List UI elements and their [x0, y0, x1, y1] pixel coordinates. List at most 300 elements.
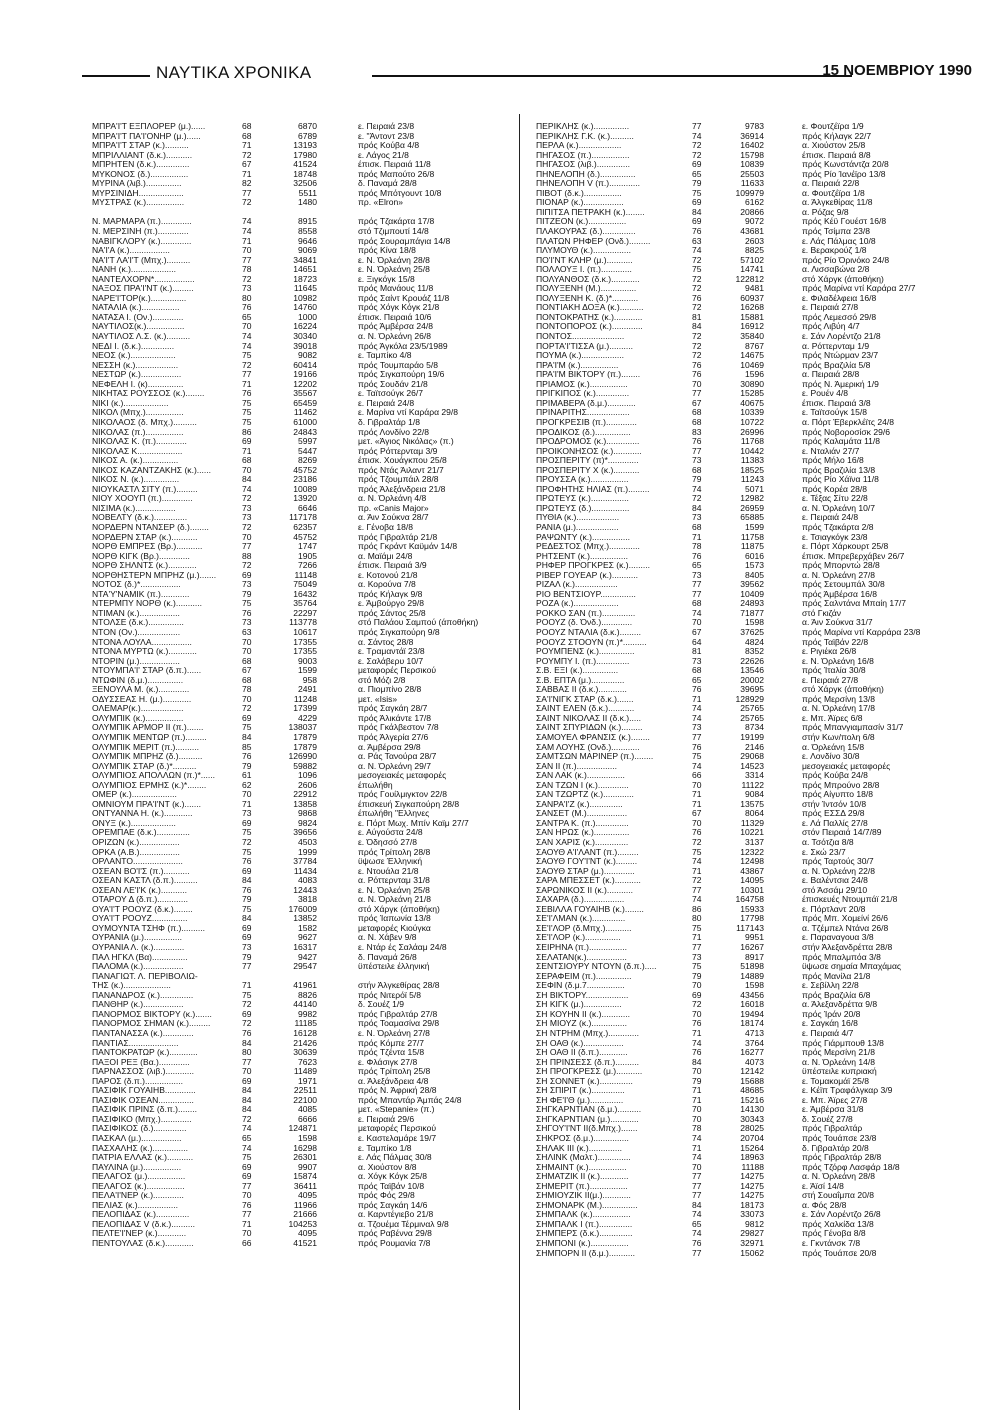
position-note: ε. Παραναγουα 3/8: [802, 933, 874, 943]
position-note: α. Άμβέρσα 29/8: [358, 742, 421, 752]
gross-tonnage: 19494: [740, 1009, 764, 1019]
ship-name: ΠΡΟΙΚΟΝΗΣΟΣ (κ.)............: [536, 446, 642, 456]
built-year: 75: [242, 408, 252, 418]
gross-tonnage: 4824: [744, 637, 764, 647]
position-note: μεταφορές Περσικού: [358, 1124, 437, 1134]
position-note: πρός Γκράντ Καϋμάν 14/8: [358, 542, 458, 552]
ship-entry-row: [92, 485, 512, 495]
position-note: πρός Τζέντα 15/8: [358, 1048, 425, 1058]
position-note: ε. Σεβίλλη 22/8: [802, 981, 859, 991]
built-year: 77: [692, 885, 702, 895]
ship-name: ΣΑΟΥΘ Α'Ι'ΛΑΝΤ (π.).........: [536, 847, 639, 857]
gross-tonnage: 15264: [740, 1143, 764, 1153]
ship-name: ΠΑΣΙΦΙΚΟΣ (δ.)..............: [92, 1124, 187, 1134]
built-year: 74: [692, 895, 702, 905]
gross-tonnage: 11148: [294, 570, 317, 580]
gross-tonnage: 21666: [293, 1210, 317, 1220]
ship-name: ΣΗΜΙΟΥΖΙΚ ΙΙ(μ.)............: [536, 1191, 631, 1201]
built-year: 71: [692, 1086, 702, 1096]
ship-entry-row: [92, 905, 512, 915]
ship-entry-row: [536, 494, 991, 504]
built-year: 76: [692, 828, 702, 838]
ship-entry-row: [92, 447, 512, 457]
position-note: α. Τζέμπελ Ντάνα 26/8: [802, 923, 889, 933]
position-note: πρός Νιτερόϊ 5/8: [358, 990, 422, 1000]
gross-tonnage: 43456: [740, 990, 764, 1000]
built-year: 74: [692, 246, 702, 256]
ship-entry-row: [92, 723, 512, 733]
position-note: ε. Φουτζέϊρα 1/9: [802, 122, 864, 131]
gross-tonnage: 39656: [293, 828, 317, 838]
ship-name: ΠΗΝΕΛΟΠΗ (δ.)...............: [536, 169, 636, 179]
built-year: 76: [242, 608, 252, 618]
built-year: 69: [242, 1162, 252, 1172]
built-year: 70: [242, 790, 252, 800]
built-year: 77: [242, 542, 252, 552]
position-note: μετ. «Stepanie» (π.): [358, 1105, 435, 1115]
built-year: 68: [242, 122, 252, 131]
ship-entry-row: [92, 781, 512, 791]
ship-entry-row: [536, 809, 991, 819]
ship-name: ΠΗΝΕΛΟΠΗ V (π.).............: [536, 179, 641, 189]
ship-entry-row: [536, 1067, 991, 1077]
position-note: ε. Μαρίνα ντί Καράρα 29/8: [358, 408, 459, 418]
ship-entry-row: [92, 523, 512, 533]
built-year: 71: [242, 799, 252, 809]
ship-entry-row: [536, 1019, 991, 1029]
ship-name: ΠΟΝΤΟΚΡΑΤΗΣ (κ.)............: [536, 312, 643, 322]
built-year: 68: [692, 465, 702, 475]
ship-entry-row: [536, 466, 991, 476]
ship-name: Σ.Β. ΕΠΤΑ (μ.)..............: [536, 675, 625, 685]
ship-entry-row: [536, 1172, 991, 1182]
gross-tonnage: 3314: [744, 771, 764, 781]
position-note: πρός Γιβραλτάρ: [802, 1124, 863, 1134]
built-year: 73: [692, 456, 702, 466]
ship-name: ΣΗΜΠΕΡΣ (δ.κ.)..............: [536, 1229, 633, 1239]
position-note: ε. Μπ. Άϊρες 6/8: [802, 713, 863, 723]
position-note: α. Άιν Σούκνα 28/7: [358, 513, 429, 523]
built-year: 79: [242, 761, 252, 771]
ship-entry-row: [536, 237, 991, 247]
gross-tonnage: 11383: [740, 456, 764, 466]
position-note: στό Παλάου Σαμπού (άποθήκη): [358, 618, 479, 628]
ship-entry-row: [536, 590, 991, 600]
gross-tonnage: 17355: [293, 647, 317, 657]
ship-entry-row: [92, 914, 512, 924]
built-year: 74: [242, 227, 252, 237]
ship-entry-row: [536, 313, 991, 323]
built-year: 69: [692, 198, 702, 208]
ship-entry-row: [92, 953, 512, 963]
position-note: πρός Σουραμπάγια 14/8: [358, 236, 451, 246]
position-note: ε. Πειραιά 4/7: [802, 1028, 854, 1038]
position-note: πρός Βραζιλία 5/8: [802, 360, 871, 370]
gross-tonnage: 19166: [293, 370, 317, 380]
built-year: 84: [692, 503, 702, 513]
gross-tonnage: 39695: [740, 685, 764, 695]
ship-name: ΣΕ'Ι'ΛΟΡ (δ.Μπχ.)...........: [536, 923, 632, 933]
ship-entry-row: [536, 1153, 991, 1163]
built-year: 75: [242, 723, 252, 733]
gross-tonnage: 26996: [740, 427, 764, 437]
position-note: πρός Άλικάντε 17/8: [358, 713, 431, 723]
ship-entry-row: [536, 933, 991, 943]
ship-name: ΠΙΠΙΤΣΑ ΠΕΤΡΑΚΗ (κ.)........: [536, 207, 645, 217]
ship-entry-row: [536, 160, 991, 170]
ship-entry-row: [536, 227, 991, 237]
ship-name: ΠΑΞΟΙ ΡΕΞ (Βα.).............: [92, 1057, 190, 1067]
built-year: 75: [692, 962, 702, 972]
column-divider: [519, 114, 520, 1410]
built-year: 68: [242, 656, 252, 666]
ship-entry-row: [536, 294, 991, 304]
position-note: ε. Σαγκάη 16/8: [802, 1019, 858, 1029]
gross-tonnage: 41524: [293, 160, 317, 170]
ship-entry-row: [536, 132, 991, 142]
built-year: 84: [242, 876, 252, 886]
built-year: 75: [692, 923, 702, 933]
ship-name: ΡΟΟΥΖ (δ. Όνδ.).............: [536, 618, 633, 628]
ship-name: ΝΟΡΘ ΚΙΓΚ (Βρ.).............: [92, 551, 190, 561]
gross-tonnage: 37784: [293, 857, 317, 867]
ship-entry-row: [92, 475, 512, 485]
ship-name: ΠΗΓΑΣΟΣ (π.)................: [536, 150, 630, 160]
position-note: πρός Μπρούνο 28/8: [802, 780, 880, 790]
gross-tonnage: 18963: [740, 1153, 764, 1163]
ship-entry-row: [536, 1086, 991, 1096]
gross-tonnage: 25765: [740, 704, 764, 714]
ship-name: ΣΗΜΟΝΑΡΚ (Μ.)...............: [536, 1200, 638, 1210]
ship-name: ΟΛΕΜΑΡ(κ.)..................: [92, 704, 184, 714]
gross-tonnage: 3137: [744, 838, 764, 848]
position-note: πρός Σαλντάνα Μπαίη 17/7: [802, 599, 907, 609]
built-year: 66: [692, 771, 702, 781]
publication-title: ΝΑΥΤΙΚΑ ΧΡΟΝΙΚΑ: [156, 63, 312, 82]
ship-entry-row: [92, 1115, 512, 1125]
position-note: μεσογειακές μεταφορές: [358, 771, 447, 781]
built-year: 68: [692, 522, 702, 532]
gross-tonnage: 41961: [293, 981, 317, 991]
ship-entry-row: [536, 1048, 991, 1058]
ship-entry-row: [536, 1077, 991, 1087]
built-year: 67: [692, 398, 702, 408]
position-note: α. Ρόττερνταμ 1/9: [802, 341, 870, 351]
position-note: δ. Σουέζ 1/9: [358, 1000, 405, 1010]
position-note: πρός Μανίλα 21/8: [802, 971, 871, 981]
ship-name: ΠΡΟΣΠΕΡΙΤΥ Χ (κ.)...........: [536, 465, 640, 475]
ship-name: ΝΙΚΟΣ ΚΑΖΑΝΤΖΑΚΗΣ (κ.)......: [92, 465, 212, 475]
built-year: 77: [242, 1181, 252, 1191]
ship-name: ΡΟΥΜΠΥ Ι. (π.)..............: [536, 656, 630, 666]
built-year: 71: [242, 169, 252, 179]
ship-name: ΝΑ'Ι'Α (κ.).................: [92, 246, 170, 256]
ship-entry-row: [92, 733, 512, 743]
gross-tonnage: 12322: [740, 847, 764, 857]
built-year: 84: [692, 1200, 702, 1210]
position-note: α. Ν. Όρλεάνη 21/8: [358, 895, 431, 905]
ship-name: ΝΕΟΣ (κ.)...................: [92, 351, 176, 361]
position-note: πρός Σάντος 25/8: [358, 608, 426, 618]
ship-name: ΣΑΝ ΗΡΩΣ (κ.)...............: [536, 828, 630, 838]
ship-name: ΝΑΒΙΓΚΛΟΡΥ (κ.).............: [92, 236, 192, 246]
gross-tonnage: 164758: [735, 895, 764, 905]
gross-tonnage: 17798: [740, 914, 764, 924]
ship-name: ΠΡΟΦΗΤΗΣ ΗΛΙΑΣ (π.).........: [536, 484, 650, 494]
gross-tonnage: 10469: [740, 360, 764, 370]
built-year: 77: [692, 580, 702, 590]
ship-name: ΠΑΝΑΝΔΡΟΣ (κ.)..............: [92, 990, 194, 1000]
ship-name: ΣΕΦΙΝ (δ.μ.7................: [536, 981, 625, 991]
built-year: 65: [692, 169, 702, 179]
ship-name: ΠΟΛΛΟΥΞ Ι. (π.).............: [536, 265, 632, 275]
ship-name: ΠΕΛΙΑΣ (κ.).................: [92, 1200, 179, 1210]
position-note: α. Ν. Όρλεάνη 17/8: [802, 704, 875, 714]
position-note: έπισκ. Μπρεβερχάβεν 26/7: [802, 551, 905, 561]
gross-tonnage: 9783: [744, 122, 764, 131]
ship-entry-row: [536, 542, 991, 552]
ship-entry-row: [92, 418, 512, 428]
ship-name: ΟΥΑ'Ι'Τ ΡΟΟΥΖ (δ.κ.)........: [92, 904, 193, 914]
ship-name: ΠΡΑ'Ι'Μ (κ.)................: [536, 360, 619, 370]
position-note: πρός Κορέα 28/8: [802, 484, 867, 494]
ship-name: ΡΟΟΥΖ ΣΤΟΟΥΝ (π.)*..........: [536, 637, 647, 647]
built-year: 79: [692, 475, 702, 485]
position-note: α. Πιομπίνο 28/8: [358, 685, 422, 695]
ship-entry-row: [92, 685, 512, 695]
ship-entry-row: [92, 513, 512, 523]
gross-tonnage: 11122: [741, 780, 764, 790]
position-note: ε. Βερακρούζ 1/8: [802, 246, 867, 256]
ship-entry-row: [92, 771, 512, 781]
position-note: πρός Μερσίνη 21/8: [802, 1048, 876, 1058]
ship-name: ΟΡΕΜΠΑΕ (δ.κ.)..............: [92, 828, 190, 838]
position-note: α. Πόρτ Έβερκλέϊτς 24/8: [802, 417, 895, 427]
ship-entry-row: [536, 418, 991, 428]
built-year: 72: [692, 351, 702, 361]
ship-name: ΠΑΡΟΣ (δ.π.)................: [92, 1076, 183, 1086]
ship-name: ΜΠΡΙΛΛΙΑΝΤ (δ.κ.)...........: [92, 150, 193, 160]
ship-name: ΝΑΥΤΙΛΟΣ Λ.Σ. (κ.)..........: [92, 332, 191, 342]
position-note: δ. Γιβραλτάρ 20/8: [802, 1143, 869, 1153]
ship-name: ΡΑΨΩΝΤΥ (κ.)................: [536, 532, 630, 542]
built-year: 70: [692, 981, 702, 991]
ship-entry-row: [536, 647, 991, 657]
built-year: 76: [242, 1028, 252, 1038]
built-year: 84: [242, 475, 252, 485]
ship-entry-row: [536, 447, 991, 457]
position-note: α. Ν. Όρλεάνη 28/8: [802, 1172, 875, 1182]
ship-entry-row: [92, 933, 512, 943]
ship-entry-row: [536, 790, 991, 800]
ship-name: ΠΟΝΤΟΣ......................: [536, 332, 625, 342]
built-year: 79: [242, 952, 252, 962]
ship-name: ΣΑΝΡΑ'Ι'Ζ (κ.)..............: [536, 799, 623, 809]
built-year: 76: [242, 885, 252, 895]
position-note: δ. Γιβραλτάρ 1/8: [358, 417, 421, 427]
position-note: α. Καρντέγιεβο 21/8: [358, 1210, 434, 1220]
position-note: πρός Κόμπε 27/7: [358, 1038, 424, 1048]
ship-name: ΝΕΣΤΩΡ (κ.).................: [92, 370, 182, 380]
gross-tonnage: 51898: [740, 962, 764, 972]
position-note: ε. Ν. Όρλεάνη 16/8: [802, 656, 874, 666]
gross-tonnage: 1971: [297, 1076, 317, 1086]
ship-entry-row: [536, 399, 991, 409]
ship-entry-row: [92, 122, 512, 132]
gross-tonnage: 29827: [740, 1229, 764, 1239]
ship-entry-row: [536, 437, 991, 447]
ship-name: ΣΗ ΠΡΟΓΚΡΕΣΣ (μ.)...........: [536, 1067, 643, 1077]
position-note: στό Τζιμπουτί 14/8: [358, 227, 429, 237]
ship-entry-row: [92, 628, 512, 638]
ship-name: ΟΥΡΑΝΙΑ (μ.)................: [92, 933, 182, 943]
built-year: 76: [692, 437, 702, 447]
ship-name: ΠΡΟΣΠΕΡΙΤΥ (π)*.............: [536, 456, 639, 466]
built-year: 73: [242, 618, 252, 628]
position-note: πρ. «Elron»: [358, 198, 403, 208]
position-note: ε. Πειραιά 27/8: [802, 303, 859, 313]
ship-entry-row: [536, 685, 991, 695]
ship-entry-row: [92, 895, 512, 905]
ship-entry-row: [536, 1229, 991, 1239]
built-year: 82: [242, 179, 252, 189]
gross-tonnage: 117178: [289, 513, 317, 523]
ship-entry-row: [92, 1229, 512, 1239]
ship-entry-row: [92, 981, 512, 991]
built-year: 76: [692, 360, 702, 370]
ship-name: ΠΙΤΖΕΟΝ (κ.)................: [536, 217, 627, 227]
built-year: 74: [692, 484, 702, 494]
gross-tonnage: 15062: [740, 1248, 764, 1258]
ship-name: ΜΥΣΤΡΑΣ (κ.)................: [92, 198, 185, 208]
gross-tonnage: 9646: [297, 236, 317, 246]
built-year: 72: [242, 150, 252, 160]
ship-entry-row: [92, 848, 512, 858]
gross-tonnage: 14095: [740, 876, 764, 886]
gross-tonnage: 117143: [736, 923, 764, 933]
gross-tonnage: 11875: [740, 542, 764, 552]
ship-entry-row: [92, 313, 512, 323]
gross-tonnage: 109979: [735, 188, 764, 198]
position-note: ε. Λάς Πάλμας 30/8: [358, 1153, 432, 1163]
built-year: 74: [692, 1038, 702, 1048]
ship-name: ΟΜΕΡ (κ.)...................: [92, 790, 177, 800]
gross-tonnage: 5447: [297, 446, 317, 456]
position-note: α. Μαϊάμι 24/8: [358, 551, 413, 561]
position-note: πρός Γκάλβεστον 7/8: [358, 723, 439, 733]
built-year: 74: [242, 217, 252, 227]
ship-entry-row: [92, 294, 512, 304]
ship-name: ΝΤΟΝΑ ΛΟΥΛΑ.................: [92, 637, 192, 647]
built-year: 69: [242, 933, 252, 943]
ship-entry-row: [92, 1039, 512, 1049]
position-note: πρός Τουάπσε 23/8: [802, 1133, 877, 1143]
gross-tonnage: 15216: [740, 1095, 764, 1105]
ship-entry-row: [536, 924, 991, 934]
ship-entry-row: [536, 122, 991, 132]
ship-name: ΝΙΚΟΛΑΣ Κ. (π.).............: [92, 437, 187, 447]
position-note: πρός Ντώρμαν 23/7: [802, 351, 879, 361]
ship-entry-row: [92, 1010, 512, 1020]
ship-name: ΣΗ ΣΟΝΝΕΤ (κ.)..............: [536, 1076, 633, 1086]
gross-tonnage: 5511: [298, 188, 317, 198]
position-note: α. Φουτζέϊρα 1/8: [802, 188, 865, 198]
position-note: πρός Τρίπολη 28/8: [358, 847, 431, 857]
built-year: 72: [242, 494, 252, 504]
position-note: ϋπέστειλε έλληνική: [358, 962, 430, 972]
built-year: 69: [242, 1076, 252, 1086]
ship-entry-row: [92, 876, 512, 886]
gross-tonnage: 11185: [294, 1019, 317, 1029]
built-year: 76: [242, 857, 252, 867]
built-year: 72: [692, 141, 702, 151]
ship-entry-row: [536, 886, 991, 896]
ship-entry-row: [92, 237, 512, 247]
ship-name: ΟΡΛΑΝΤΟ.....................: [92, 857, 183, 867]
ship-name: ΜΥΡΙΝΑ (λιβ.)...............: [92, 179, 182, 189]
ship-name: ΠΛΥΜΟΥΘ (κ.)................: [536, 246, 632, 256]
position-note: πρός Γιάρμπουθ 13/8: [802, 1038, 884, 1048]
gross-tonnage: 44140: [293, 1000, 317, 1010]
ship-name: ΝΙΚΟΣ Α. (κ.)...............: [92, 456, 179, 466]
ship-name: ΣΗΜΠΑΛΚ (κ.)................: [536, 1210, 631, 1220]
gross-tonnage: 60414: [293, 360, 317, 370]
ship-name: ΠΕΡΛΑ (κ.)..................: [536, 141, 622, 151]
position-note: πρός Ρόττερνταμ 3/9: [358, 446, 438, 456]
ship-entry-row: [92, 1191, 512, 1201]
gross-tonnage: 1747: [297, 542, 317, 552]
position-note: ε. Ντουάλα 21/8: [358, 866, 419, 876]
position-note: α. Χόγκ Κόγκ 25/8: [358, 1172, 427, 1182]
ship-name: ΣΑΒΒΑΣ ΙΙ (δ.κ.)............: [536, 685, 627, 695]
built-year: 84: [242, 914, 252, 924]
gross-tonnage: 17355: [293, 637, 317, 647]
position-note: ε. Σκώ 23/7: [802, 847, 846, 857]
ship-name: Ν. ΜΕΡΣΙΝΗ (π.).............: [92, 227, 189, 237]
gross-tonnage: 17399: [293, 704, 317, 714]
ship-name: ΝΑΞΟΣ ΠΡΑ'Ι'ΝΤ (κ.).........: [92, 284, 194, 294]
built-year: 70: [242, 465, 252, 475]
built-year: 75: [242, 828, 252, 838]
issue-date: 15 ΝΟΕΜΒΡΙΟΥ 1990: [822, 62, 972, 79]
ship-entry-row: [536, 284, 991, 294]
position-note: α. Πειραιά 22/8: [802, 179, 860, 189]
ship-entry-row: [536, 876, 991, 886]
built-year: 74: [692, 1229, 702, 1239]
ship-name: ΠΡΩΤΕΥΣ (δ.)................: [536, 503, 630, 513]
ship-entry-row: [92, 456, 512, 466]
gross-tonnage: 16267: [740, 943, 764, 953]
gross-tonnage: 20002: [740, 675, 764, 685]
position-note: δ. Σουέζ 27/8: [802, 1114, 853, 1124]
gross-tonnage: 1582: [297, 923, 317, 933]
position-note: α. Άλεξάνδρεια 4/8: [358, 1076, 429, 1086]
position-note: μεσογειακές μεταφορές: [802, 761, 891, 771]
position-note: α. Ν. Όρλεάνη 27/8: [802, 570, 875, 580]
gross-tonnage: 10409: [740, 589, 764, 599]
built-year: 72: [242, 838, 252, 848]
gross-tonnage: 14523: [740, 761, 764, 771]
gross-tonnage: 26959: [740, 503, 764, 513]
built-year: 69: [692, 990, 702, 1000]
position-note: πρός Μαπούτο 26/8: [358, 169, 435, 179]
gross-tonnage: 20704: [740, 1133, 764, 1143]
built-year: 84: [242, 1095, 252, 1105]
ship-name: ΣΕ'Ι'ΛΜΑΝ (κ.)..............: [536, 914, 626, 924]
gross-tonnage: 40675: [740, 398, 764, 408]
gross-tonnage: 18525: [740, 465, 764, 475]
ship-name: ΣΑΙΝΤ ΕΛΕΝ (δ.κ.)...........: [536, 704, 635, 714]
